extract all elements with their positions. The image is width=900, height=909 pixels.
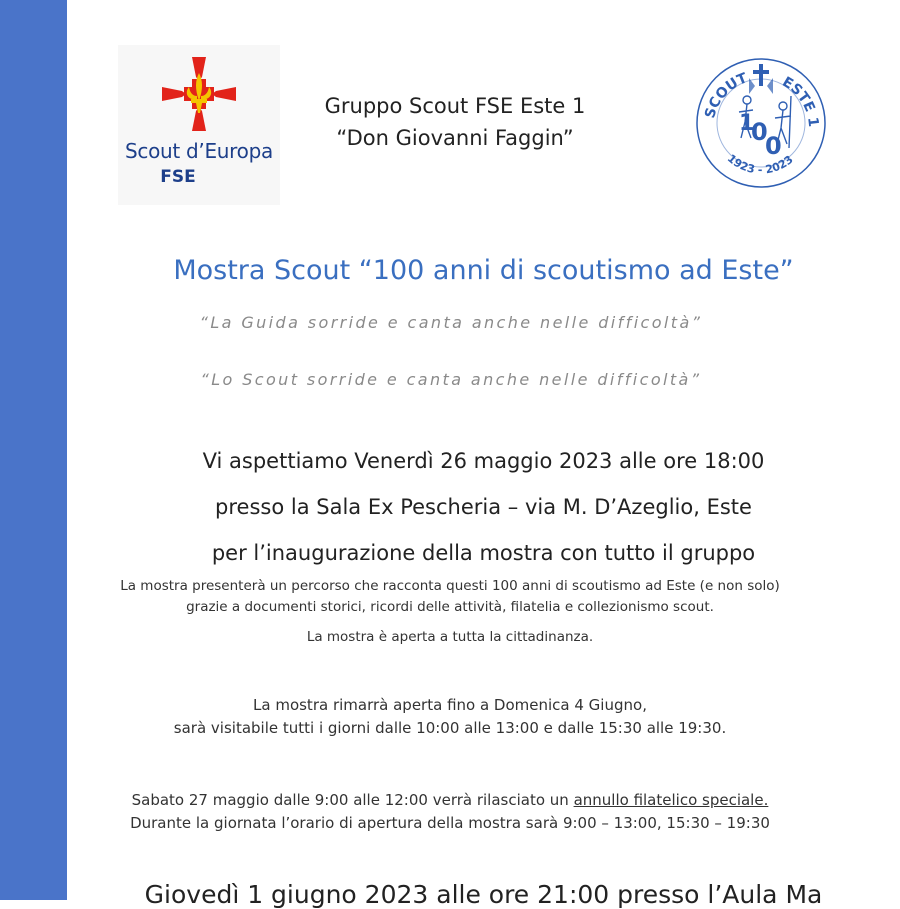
group-name-line2: “Don Giovanni Faggin” <box>336 126 574 150</box>
cutoff-event-line: Giovedì 1 giugno 2023 alle ore 21:00 presso l’Aula Ma <box>144 880 823 909</box>
red-cross-fleur-de-lis-icon <box>162 57 236 131</box>
centenary-seal <box>693 56 829 190</box>
opening-hours-line1: La mostra rimarrà aperta fino a Domenica 4 Giugno, <box>253 696 647 714</box>
stamp-line2: Durante la giornata l’orario di apertura della mostra sarà 9:00 – 13:00, 15:30 – 19:30 <box>130 814 770 832</box>
invite-line-purpose: per l’inaugurazione della mostra con tutto il gruppo <box>211 541 756 565</box>
open-to-all-note: La mostra è aperta a tutta la cittadinanza. <box>306 629 594 645</box>
side-color-bar <box>0 0 67 900</box>
description-line1: La mostra presenterà un percorso che racconta questi 100 anni di scoutismo ad Este (e non solo) <box>120 578 780 594</box>
svg-text:ESTE 1: ESTE 1 <box>779 74 822 128</box>
stamp-line1-text: Sabato 27 maggio dalle 9:00 alle 12:00 verrà rilasciato un <box>131 791 574 809</box>
motto-scout: “Lo Scout sorride e canta anche nelle difficoltà” <box>200 370 702 389</box>
svg-text:0: 0 <box>765 132 782 160</box>
stamp-link[interactable]: annullo filatelico speciale. <box>573 791 769 809</box>
scout-deuropa-logo <box>118 45 280 205</box>
svg-text:1: 1 <box>739 111 755 136</box>
svg-text:1923 - 2023: 1923 - 2023 <box>724 151 796 177</box>
logo-text-line1: Scout d’Europa <box>125 139 273 163</box>
philatelic-stamp-note <box>60 789 840 835</box>
group-name-line1: Gruppo Scout FSE Este 1 <box>324 94 586 118</box>
invitation-block <box>67 438 900 576</box>
stamp-line1 <box>60 789 840 812</box>
logo-text-line2: FSE <box>160 167 196 187</box>
motto-guide: “La Guida sorride e canta anche nelle difficoltà” <box>199 313 703 332</box>
group-name <box>290 90 620 154</box>
invite-line-date: Vi aspettiamo Venerdì 26 maggio 2023 alle ore 18:00 <box>202 449 765 473</box>
exhibition-title: Mostra Scout “100 anni di scoutismo ad Este” <box>173 255 794 286</box>
invite-line-venue: presso la Sala Ex Pescheria – via M. D’Azeglio, Este <box>215 495 752 519</box>
seal-top-text: SCOUT <box>702 70 750 121</box>
opening-hours-line2: sarà visitabile tutti i giorni dalle 10:00 alle 13:00 e dalle 15:30 alle 19:30. <box>173 719 727 737</box>
exhibition-description <box>60 576 840 618</box>
svg-text:0: 0 <box>751 118 768 146</box>
centenary-seal-icon <box>693 56 829 190</box>
opening-hours <box>60 694 840 740</box>
description-line2: grazie a documenti storici, ricordi delle attività, filatelia e collezionismo scout. <box>186 599 714 615</box>
